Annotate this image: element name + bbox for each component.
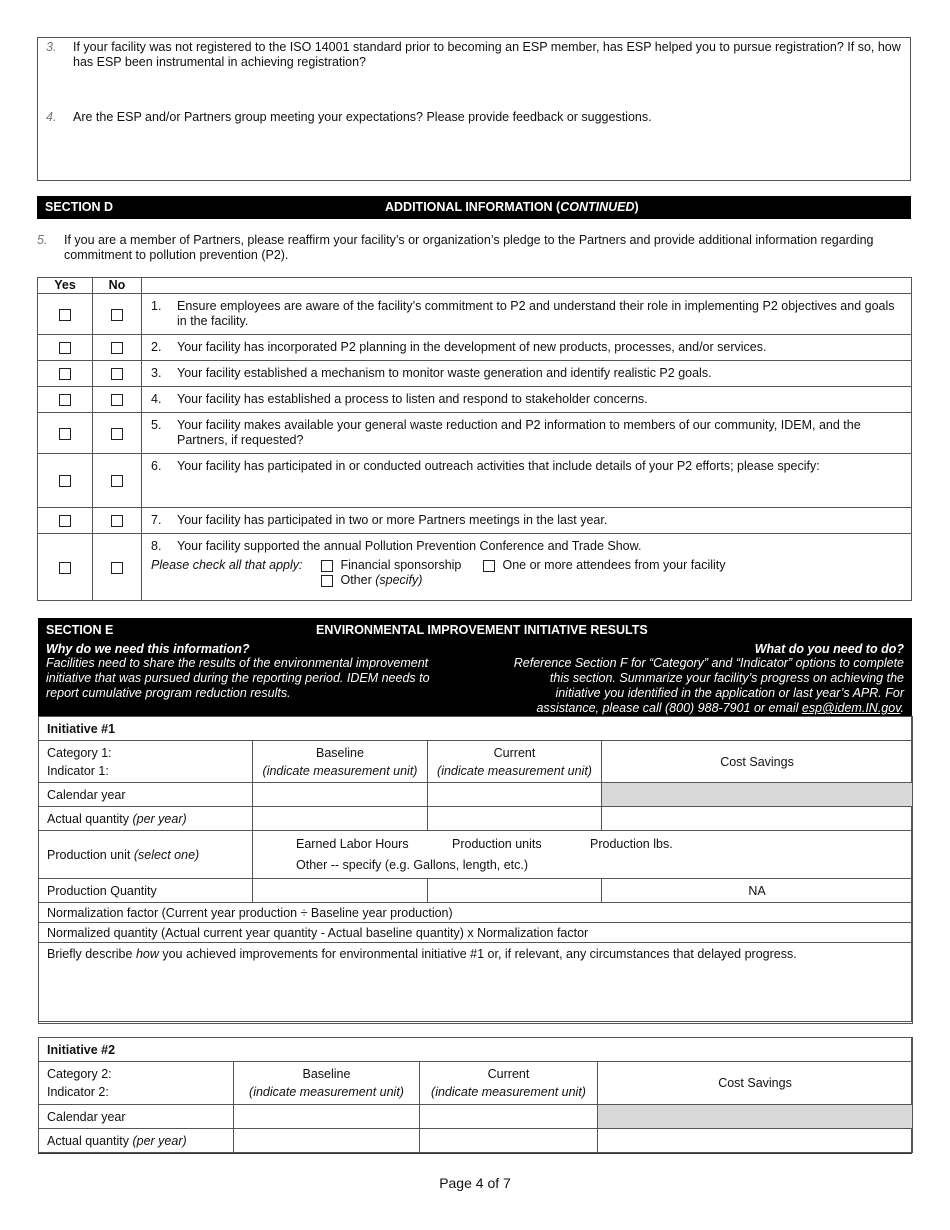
item-2-no-checkbox[interactable]	[111, 342, 123, 354]
item-6-no-checkbox[interactable]	[111, 475, 123, 487]
financial-sponsorship-label: Financial sponsorship	[340, 558, 462, 572]
indicator-1-label: Indicator 1:	[47, 763, 109, 778]
current-quantity-2-input[interactable]	[420, 1129, 598, 1153]
question-3-text: If your facility was not registered to the ISO 14001 standard prior to becoming an ESP member, has ESP helped you to pursue registration? If so, how has ESP been instrumental in achieving registration?	[73, 40, 901, 69]
cost-savings-2-header: Cost Savings	[598, 1062, 913, 1105]
cost-savings-input[interactable]	[602, 807, 913, 831]
why-text: Facilities need to share the results of the environmental improvement initiative that was pursued during the reporting period. IDEM needs to report cumulative program reduction results.	[46, 656, 430, 700]
section-e-label: SECTION E	[46, 623, 114, 637]
current-2-header: Current	[487, 1067, 530, 1081]
pledge-item-1: 1. Ensure employees are aware of the facility’s commitment to P2 and understand their role in implementing P2 objectives and goals in the facility.	[151, 299, 895, 328]
attendees-label: One or more attendees from your facility	[502, 558, 726, 572]
initiative-2-title: Initiative #2	[39, 1038, 913, 1062]
section-e-header	[38, 618, 912, 716]
section-d-label: SECTION D	[45, 200, 114, 214]
pledge-item-4: 4. Your facility has established a process to listen and respond to stakeholder concerns.	[151, 392, 648, 406]
current-header: Current	[493, 745, 536, 760]
question-4-text: Are the ESP and/or Partners group meeting your expectations? Please provide feedback or suggestions.	[73, 110, 652, 124]
initiative-1-title: Initiative #1	[39, 717, 913, 741]
what-text: Reference Section F for “Category” and “Indicator” options to complete this section. Summarize your facility’s progress on achieving the initiative you identified in the application or last year’s APR. For assistance, please call (800) 988-7901 or email esp@idem.IN.gov.	[513, 656, 904, 715]
pledge-item-2: 2. Your facility has incorporated P2 planning in the development of new products, processes, and/or services.	[151, 340, 767, 354]
item-4-yes-checkbox[interactable]	[59, 394, 71, 406]
pledge-item-6: 6. Your facility has participated in or conducted outreach activities that include details of your P2 efforts; please specify:	[151, 459, 820, 473]
option-production-units[interactable]: Production units	[452, 837, 542, 851]
current-year-2-input[interactable]	[420, 1105, 598, 1129]
calendar-year-2-label: Calendar year	[39, 1105, 234, 1129]
question-5-number: 5.	[37, 233, 48, 247]
question-5-text: If you are a member of Partners, please reaffirm your facility’s or organization’s pledge to the Partners and provide additional information regarding commitment to pollution prevention (P2).	[64, 233, 874, 262]
normalized-quantity: Normalized quantity (Actual current year quantity - Actual baseline quantity) x Normalization factor	[39, 923, 913, 943]
col-yes-header: Yes	[38, 278, 93, 294]
item-7-yes-checkbox[interactable]	[59, 515, 71, 527]
option-earned-labor-hours[interactable]: Earned Labor Hours	[296, 837, 409, 851]
baseline-2-header: Baseline	[302, 1067, 351, 1081]
p2-pledge-table	[37, 277, 912, 601]
baseline-quantity-input[interactable]	[253, 807, 428, 831]
pledge-item-3: 3. Your facility established a mechanism to monitor waste generation and identify realistic P2 goals.	[151, 366, 712, 380]
pledge-item-7: 7. Your facility has participated in two or more Partners meetings in the last year.	[151, 513, 608, 527]
col-no-header: No	[93, 278, 142, 294]
section-d-title: ADDITIONAL INFORMATION (CONTINUED)	[385, 200, 639, 214]
item-5-yes-checkbox[interactable]	[59, 428, 71, 440]
category-2-label: Category 2:	[47, 1067, 112, 1081]
baseline-header: Baseline	[316, 745, 364, 760]
why-heading: Why do we need this information?	[46, 642, 250, 656]
questions-box	[37, 37, 911, 181]
other-label: Other (specify)	[340, 573, 423, 587]
item-1-yes-checkbox[interactable]	[59, 309, 71, 321]
item-8-no-checkbox[interactable]	[111, 562, 123, 574]
cost-savings-2-input[interactable]	[598, 1129, 913, 1153]
other-checkbox[interactable]	[321, 575, 333, 587]
item-7-no-checkbox[interactable]	[111, 515, 123, 527]
item-5-no-checkbox[interactable]	[111, 428, 123, 440]
current-year-input[interactable]	[428, 783, 602, 807]
item-4-no-checkbox[interactable]	[111, 394, 123, 406]
na-cell: NA	[602, 879, 913, 903]
indicator-2-label: Indicator 2:	[47, 1085, 109, 1099]
current-production-input[interactable]	[428, 879, 602, 903]
calendar-year-label: Calendar year	[39, 783, 253, 807]
section-d-header	[37, 196, 911, 219]
item-2-yes-checkbox[interactable]	[59, 342, 71, 354]
attendees-checkbox[interactable]	[483, 560, 495, 572]
baseline-year-2-input[interactable]	[234, 1105, 420, 1129]
production-unit-label: Production unit (select one)	[39, 831, 253, 879]
current-quantity-input[interactable]	[428, 807, 602, 831]
describe-prompt[interactable]: Briefly describe how you achieved improvements for environmental initiative #1 or, if relevant, any circumstances that delayed progress.	[39, 943, 913, 1024]
baseline-quantity-2-input[interactable]	[234, 1129, 420, 1153]
category-1-label: Category 1:	[47, 745, 112, 760]
item-8-yes-checkbox[interactable]	[59, 562, 71, 574]
pledge-item-8: 8. Your facility supported the annual Pollution Prevention Conference and Trade Show.	[151, 539, 642, 553]
option-other[interactable]: Other -- specify (e.g. Gallons, length, etc.)	[296, 858, 529, 872]
initiative-1: Initiative #1 Category 1: Indicator 1: Baseline (indicate measurement unit) Current (indicate measurement unit) Cost Savings Calendar year Actual quantity (per year) Production unit (select one) Earned Labor Hours Production units Production lbs. Other -- specify (e.g. Gallons, length, etc.) Production Quantity NA Normalization factor (Current year production ÷ Baseline year production) Normalized quantity (Actual current year quantity - Actual baseline quantity) x Normalization factor Briefly describe how you achieved improvements for environmental initiative #1 or, if relevant, any circumstances that delayed progress.	[38, 716, 912, 1022]
baseline-production-input[interactable]	[253, 879, 428, 903]
cost-savings-header: Cost Savings	[602, 741, 913, 783]
question-3-number: 3.	[46, 40, 57, 54]
initiative-2: Initiative #2 Category 2: Indicator 2: Baseline (indicate measurement unit) Current (indicate measurement unit) Cost Savings Calendar year Actual quantity (per year)	[38, 1037, 912, 1154]
actual-quantity-label: Actual quantity (per year)	[39, 807, 253, 831]
question-4-number: 4.	[46, 110, 57, 124]
item-1-no-checkbox[interactable]	[111, 309, 123, 321]
what-heading: What do you need to do?	[754, 642, 904, 656]
baseline-year-input[interactable]	[253, 783, 428, 807]
item-3-no-checkbox[interactable]	[111, 368, 123, 380]
financial-sponsorship-checkbox[interactable]	[321, 560, 333, 572]
pledge-item-5: 5. Your facility makes available your general waste reduction and P2 information to members of our community, IDEM, and the Partners, if requested?	[151, 418, 861, 447]
item-6-yes-checkbox[interactable]	[59, 475, 71, 487]
page-footer: Page 4 of 7	[439, 1175, 511, 1191]
item-3-yes-checkbox[interactable]	[59, 368, 71, 380]
normalization-factor: Normalization factor (Current year production ÷ Baseline year production)	[39, 903, 913, 923]
actual-quantity-2-label: Actual quantity (per year)	[39, 1129, 234, 1153]
production-quantity-label: Production Quantity	[39, 879, 253, 903]
check-all-label: Please check all that apply:	[151, 558, 303, 572]
email-link[interactable]: esp@idem.IN.gov	[801, 701, 901, 715]
section-e-title: ENVIRONMENTAL IMPROVEMENT INITIATIVE RESULTS	[316, 623, 648, 637]
option-production-lbs[interactable]: Production lbs.	[590, 837, 673, 851]
